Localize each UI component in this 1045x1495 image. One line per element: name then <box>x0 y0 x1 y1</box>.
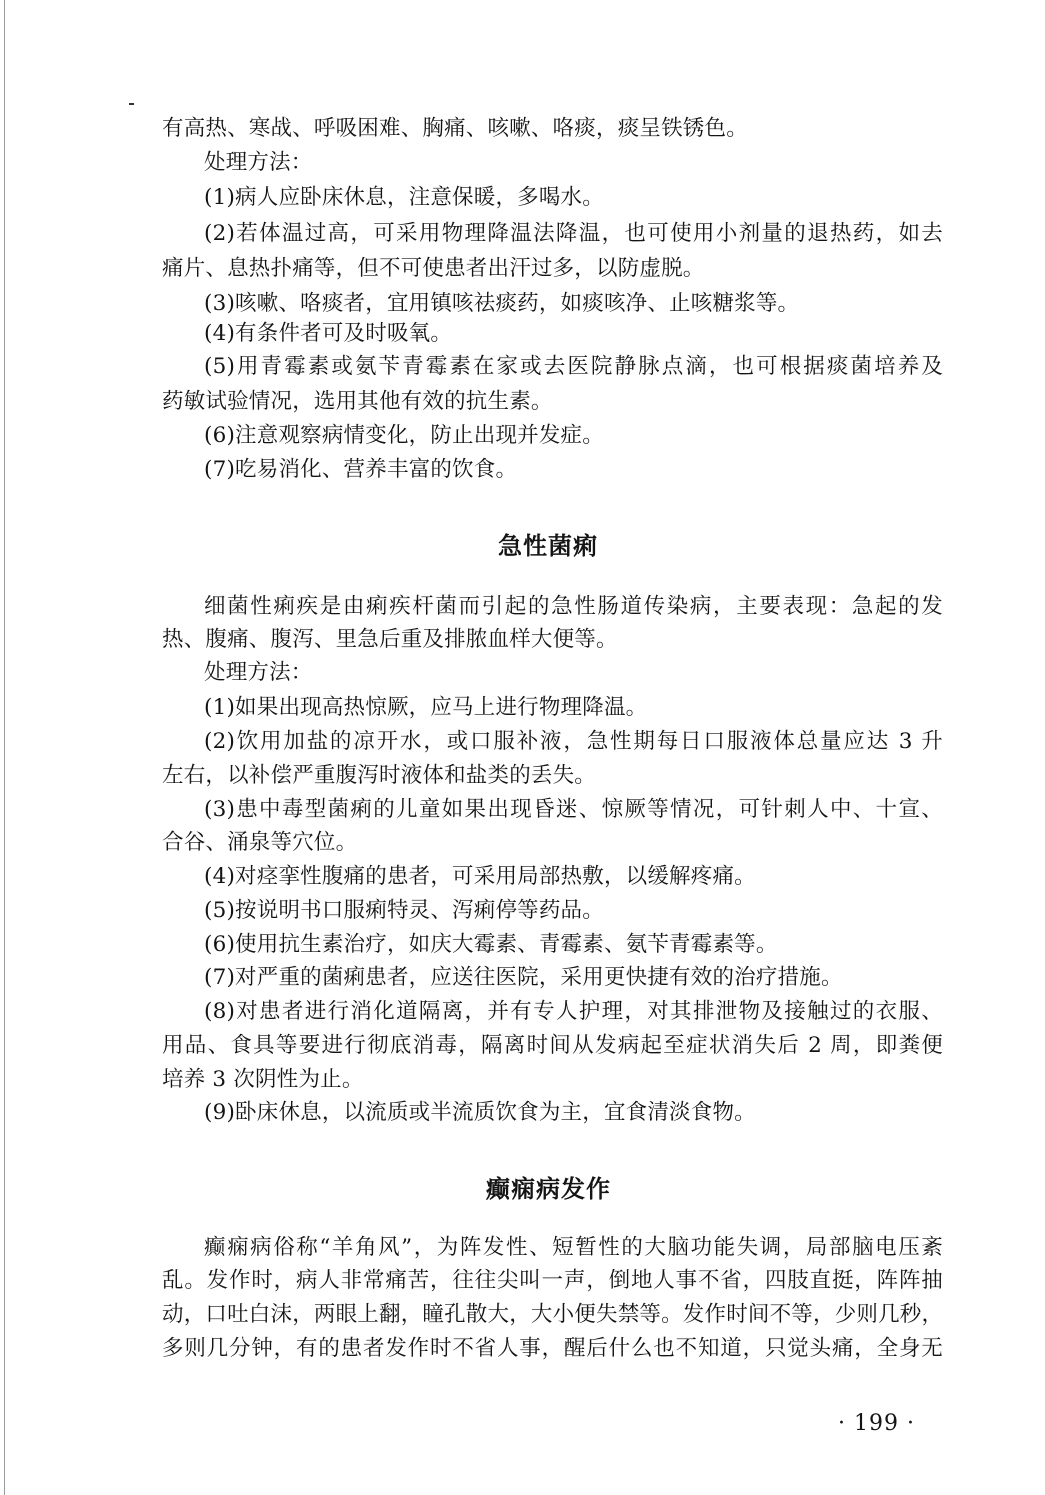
section-title-epilepsy: 癫痫病发作 <box>486 1175 611 1203</box>
treatment-step-continued: 合谷、涌泉等穴位。 <box>162 830 358 855</box>
treatment-step: (7)吃易消化、营养丰富的饮食。 <box>204 457 518 482</box>
treatment-step: (2)若体温过高，可采用物理降温法降温，也可使用小剂量的退热药，如去 <box>204 221 943 246</box>
section-title-dysentery: 急性菌痢 <box>498 532 598 560</box>
treatment-step: (6)注意观察病情变化，防止出现并发症。 <box>204 423 604 448</box>
body-text-line: 有高热、寒战、呼吸困难、胸痛、咳嗽、咯痰，痰呈铁锈色。 <box>162 116 748 141</box>
section-intro: 癫痫病俗称“羊角风”，为阵发性、短暂性的大脑功能失调，局部脑电压紊 <box>204 1235 943 1260</box>
section-intro: 乱。发作时，病人非常痛苦，往往尖叫一声，倒地人事不省，四肢直挺，阵阵抽 <box>162 1268 943 1293</box>
treatment-step: (7)对严重的菌痢患者，应送往医院，采用更快捷有效的治疗措施。 <box>204 965 843 990</box>
treatment-step: (3)咳嗽、咯痰者，宜用镇咳祛痰药，如痰咳净、止咳糖浆等。 <box>204 291 800 316</box>
section-intro: 动，口吐白沫，两眼上翻，瞳孔散大，大小便失禁等。发作时间不等，少则几秒， <box>162 1302 944 1327</box>
treatment-step: (1)如果出现高热惊厥，应马上进行物理降温。 <box>204 695 648 720</box>
treatment-step: (9)卧床休息，以流质或半流质饮食为主，宜食清淡食物。 <box>204 1100 756 1125</box>
treatment-step-continued: 痛片、息热扑痛等，但不可使患者出汗过多，以防虚脱。 <box>162 256 705 281</box>
treatment-step: (6)使用抗生素治疗，如庆大霉素、青霉素、氨苄青霉素等。 <box>204 932 778 957</box>
method-label: 处理方法： <box>204 150 313 175</box>
treatment-step-continued: 用品、食具等要进行彻底消毒，隔离时间从发病起至症状消失后 2 周，即粪便 <box>162 1033 943 1058</box>
section-intro: 热、腹痛、腹泻、里急后重及排脓血样大便等。 <box>162 627 618 652</box>
treatment-step: (5)按说明书口服痢特灵、泻痢停等药品。 <box>204 898 604 923</box>
treatment-step-continued: 左右，以补偿严重腹泻时液体和盐类的丢失。 <box>162 763 597 788</box>
treatment-step-continued: 药敏试验情况，选用其他有效的抗生素。 <box>162 389 553 414</box>
section-intro: 多则几分钟，有的患者发作时不省人事，醒后什么也不知道，只觉头痛，全身无 <box>162 1336 943 1361</box>
treatment-step: (1)病人应卧床休息，注意保暖，多喝水。 <box>204 185 604 210</box>
page-edge <box>4 0 5 1495</box>
treatment-step: (2)饮用加盐的凉开水，或口服补液，急性期每日口服液体总量应达 3 升 <box>204 729 943 754</box>
method-label: 处理方法： <box>204 660 313 685</box>
treatment-step: (8)对患者进行消化道隔离，并有专人护理，对其排泄物及接触过的衣服、 <box>204 999 943 1024</box>
treatment-step: (3)患中毒型菌痢的儿童如果出现昏迷、惊厥等情况，可针刺人中、十宣、 <box>204 797 943 822</box>
treatment-step: (4)对痉挛性腹痛的患者，可采用局部热敷，以缓解疼痛。 <box>204 864 756 889</box>
treatment-step: (5)用青霉素或氨苄青霉素在家或去医院静脉点滴，也可根据痰菌培养及 <box>204 354 943 379</box>
page-number: · 199 · <box>838 1411 915 1436</box>
treatment-step: (4)有条件者可及时吸氧。 <box>204 321 453 346</box>
treatment-step-continued: 培养 3 次阴性为止。 <box>162 1067 364 1092</box>
margin-mark <box>129 103 134 105</box>
section-intro: 细菌性痢疾是由痢疾杆菌而引起的急性肠道传染病，主要表现：急起的发 <box>204 594 943 619</box>
